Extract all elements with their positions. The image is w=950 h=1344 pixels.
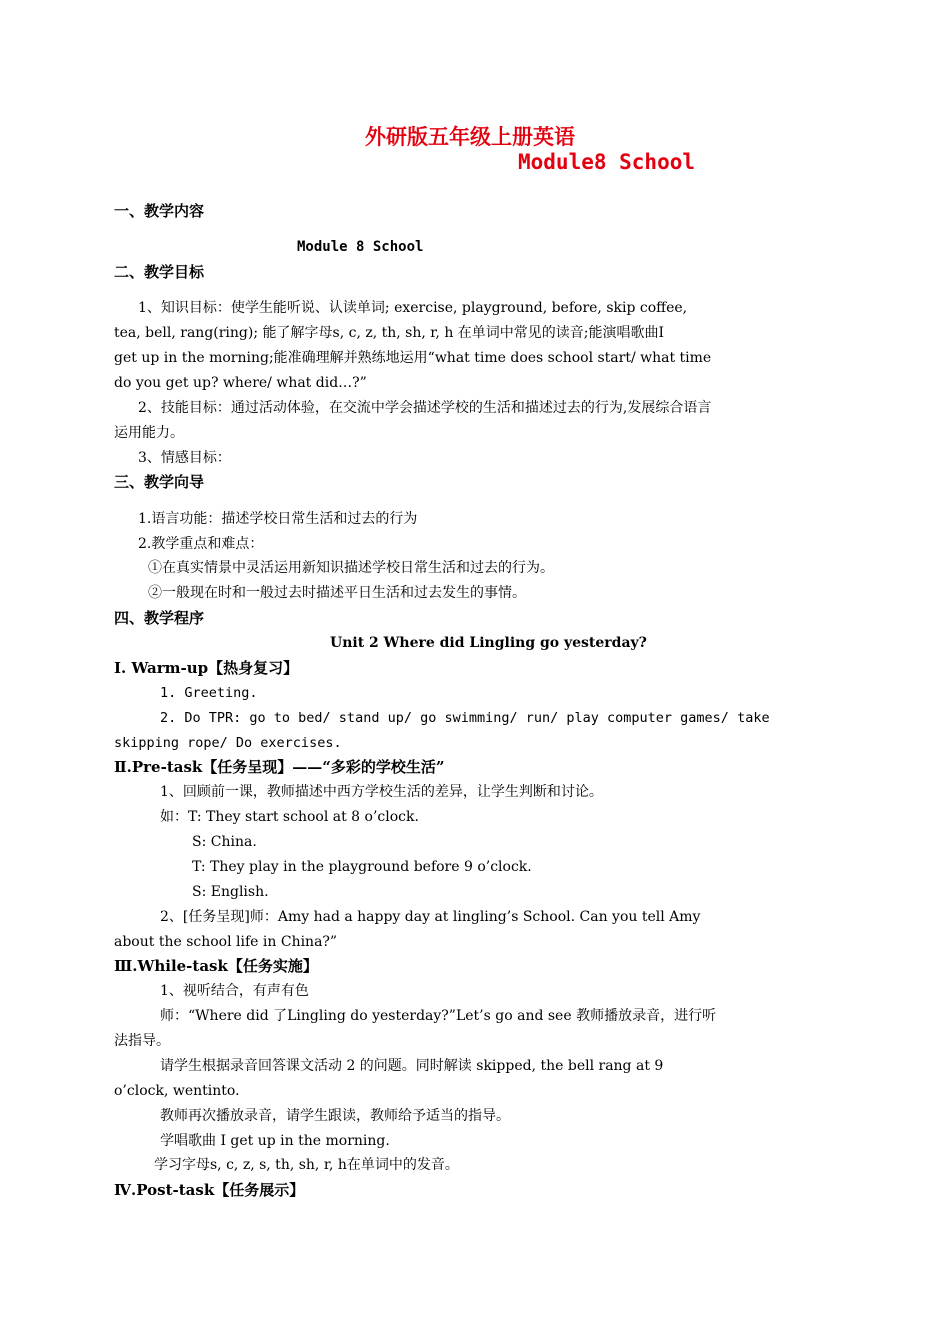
posttask-heading: Ⅳ.Post-task【任务展示】 xyxy=(114,1181,305,1199)
guidance-line: 2.教学重点和难点： xyxy=(138,536,264,552)
objective-line: get up in the morning;能准确理解并熟练地运用“what time does school start/ what time xyxy=(114,350,712,366)
pretask-line: S: English. xyxy=(192,884,269,900)
title-chinese: 外研版五年级上册英语 xyxy=(365,124,575,149)
title-module: Module8 School xyxy=(518,150,696,174)
module-label: Module 8 School xyxy=(297,239,424,255)
whiletask-line: 学唱歌曲 I get up in the morning. xyxy=(160,1133,390,1149)
warmup-heading: Ⅰ. Warm-up【热身复习】 xyxy=(114,659,299,677)
whiletask-line: 1、视听结合，有声有色 xyxy=(160,983,309,999)
whiletask-line: 法指导。 xyxy=(114,1033,170,1049)
pretask-line: T: They play in the playground before 9 o’clock. xyxy=(192,859,532,875)
pretask-heading: Ⅱ.Pre-task【任务呈现】——“多彩的学校生活” xyxy=(114,758,445,776)
pretask-line: 如：T: They start school at 8 o’clock. xyxy=(160,809,419,825)
objective-line: do you get up? where/ what did…?” xyxy=(114,375,367,391)
pretask-line: 2、[任务呈现]师：Amy had a happy day at lingling’s School. Can you tell Amy xyxy=(160,909,701,925)
whiletask-line: 师：“Where did 了Lingling do yesterday?”Let’s go and see 教师播放录音，进行听 xyxy=(160,1008,717,1024)
pretask-line: 1、回顾前一课，教师描述中西方学校生活的差异，让学生判断和讨论。 xyxy=(160,784,603,800)
objective-line: 1、知识目标：使学生能听说、认读单词; exercise, playground, before, skip coffee, xyxy=(138,300,688,316)
warmup-line: 1. Greeting. xyxy=(160,685,258,701)
guidance-line: ①在真实情景中灵活运用新知识描述学校日常生活和过去的行为。 xyxy=(148,560,554,576)
section-heading-content: 一、教学内容 xyxy=(114,202,205,220)
guidance-line: 1.语言功能：描述学校日常生活和过去的行为 xyxy=(138,511,418,527)
warmup-line: skipping rope/ Do exercises. xyxy=(114,735,342,751)
whiletask-heading: Ⅲ.While-task【任务实施】 xyxy=(114,957,318,975)
objective-line: 3、情感目标： xyxy=(138,450,231,466)
section-heading-guidance: 三、教学向导 xyxy=(114,473,205,491)
pretask-line: S: China. xyxy=(192,834,257,850)
objective-line: tea, bell, rang(ring); 能了解字母s, c, z, th, sh, r, h 在单词中常见的读音;能演唱歌曲I xyxy=(114,325,665,341)
section-heading-procedure: 四、教学程序 xyxy=(114,609,205,627)
unit-title: Unit 2 Where did Lingling go yesterday? xyxy=(330,635,647,651)
section-heading-objectives: 二、教学目标 xyxy=(114,263,205,281)
warmup-line: 2. Do TPR: go to bed/ stand up/ go swimming/ run/ play computer games/ take xyxy=(160,710,770,726)
whiletask-line: 教师再次播放录音，请学生跟读，教师给予适当的指导。 xyxy=(160,1108,510,1124)
whiletask-line: o’clock, wentinto. xyxy=(114,1083,240,1099)
guidance-line: ②一般现在时和一般过去时描述平日生活和过去发生的事情。 xyxy=(148,585,526,601)
objective-line: 2、技能目标：通过活动体验，在交流中学会描述学校的生活和描述过去的行为,发展综合语言 xyxy=(138,400,712,416)
pretask-line: about the school life in China?” xyxy=(114,934,338,950)
whiletask-line: 学习字母s, c, z, s, th, sh, r, h在单词中的发音。 xyxy=(154,1157,459,1173)
objective-line: 运用能力。 xyxy=(114,425,184,441)
whiletask-line: 请学生根据录音回答课文活动 2 的问题。同时解读 skipped, the bell rang at 9 xyxy=(160,1058,664,1074)
